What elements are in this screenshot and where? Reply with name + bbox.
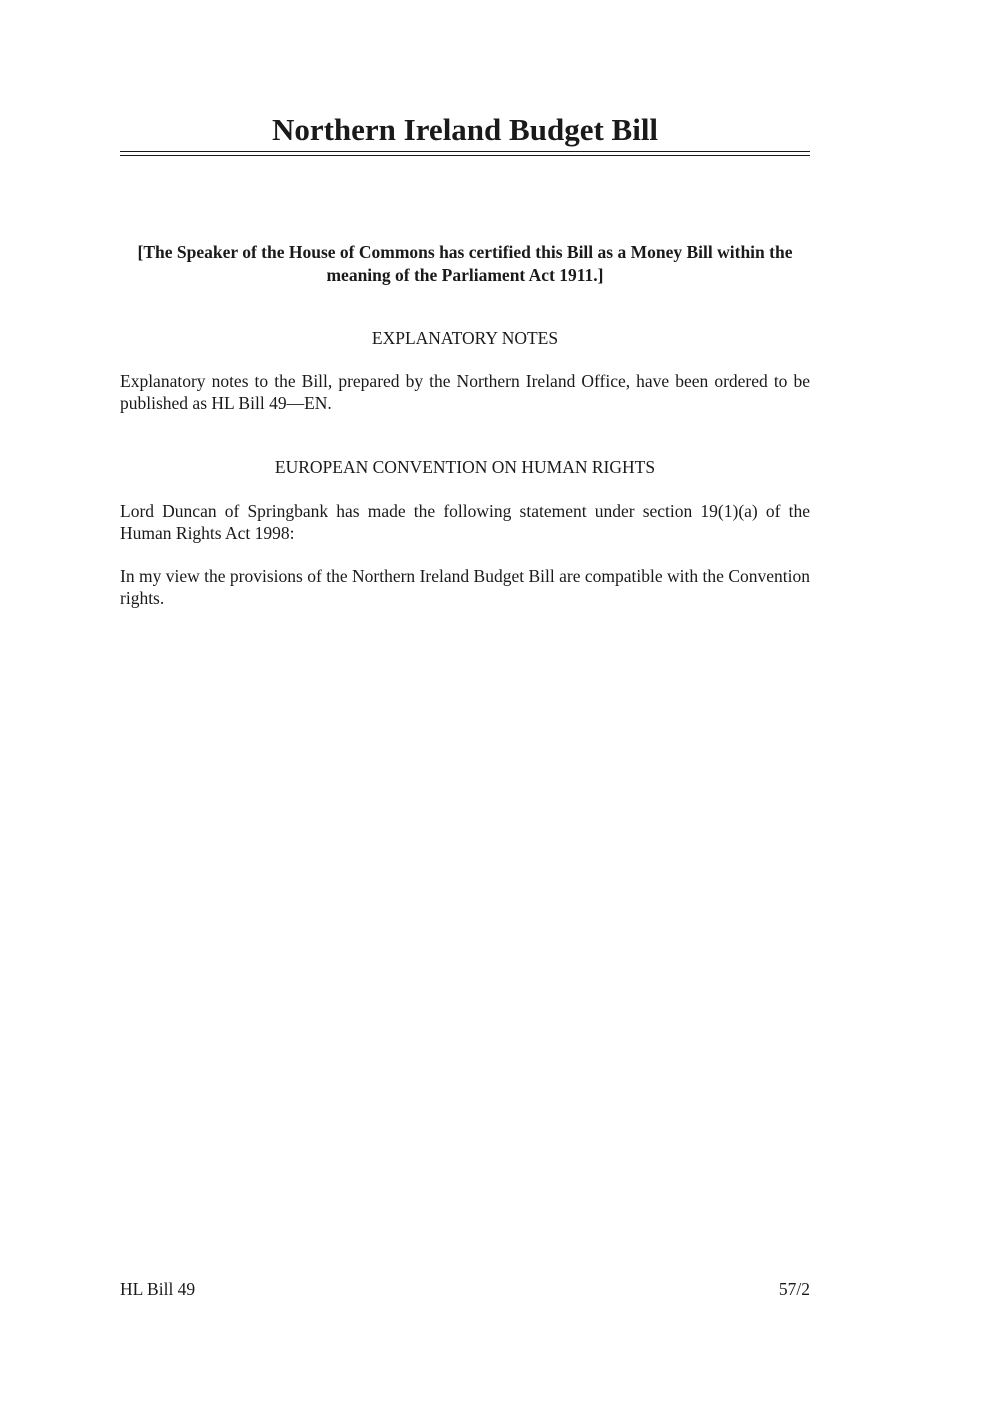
title-rule-bottom [120, 155, 810, 156]
footer-bill-ref: HL Bill 49 [120, 1279, 196, 1299]
bill-title: Northern Ireland Budget Bill [271, 112, 659, 147]
title-rule-top [120, 151, 810, 152]
footer-page-ref: 57/2 [778, 1279, 810, 1299]
echr-heading: EUROPEAN CONVENTION ON HUMAN RIGHTS [274, 457, 656, 477]
money-bill-certificate: [The Speaker of the House of Commons has certified this Bill as a Money Bill within the meaning of the Parliament Act 1911.] [137, 242, 793, 285]
explanatory-notes-heading: EXPLANATORY NOTES [371, 328, 559, 348]
explanatory-notes-text: Explanatory notes to the Bill, prepared by the Northern Ireland Office, have been ordered to be published as HL Bill 49—EN. [120, 371, 810, 413]
echr-view: In my view the provisions of the Northern Ireland Budget Bill are compatible with the Convention rights. [120, 566, 810, 608]
echr-statement: Lord Duncan of Springbank has made the following statement under section 19(1)(a) of the Human Rights Act 1998: [120, 501, 810, 543]
